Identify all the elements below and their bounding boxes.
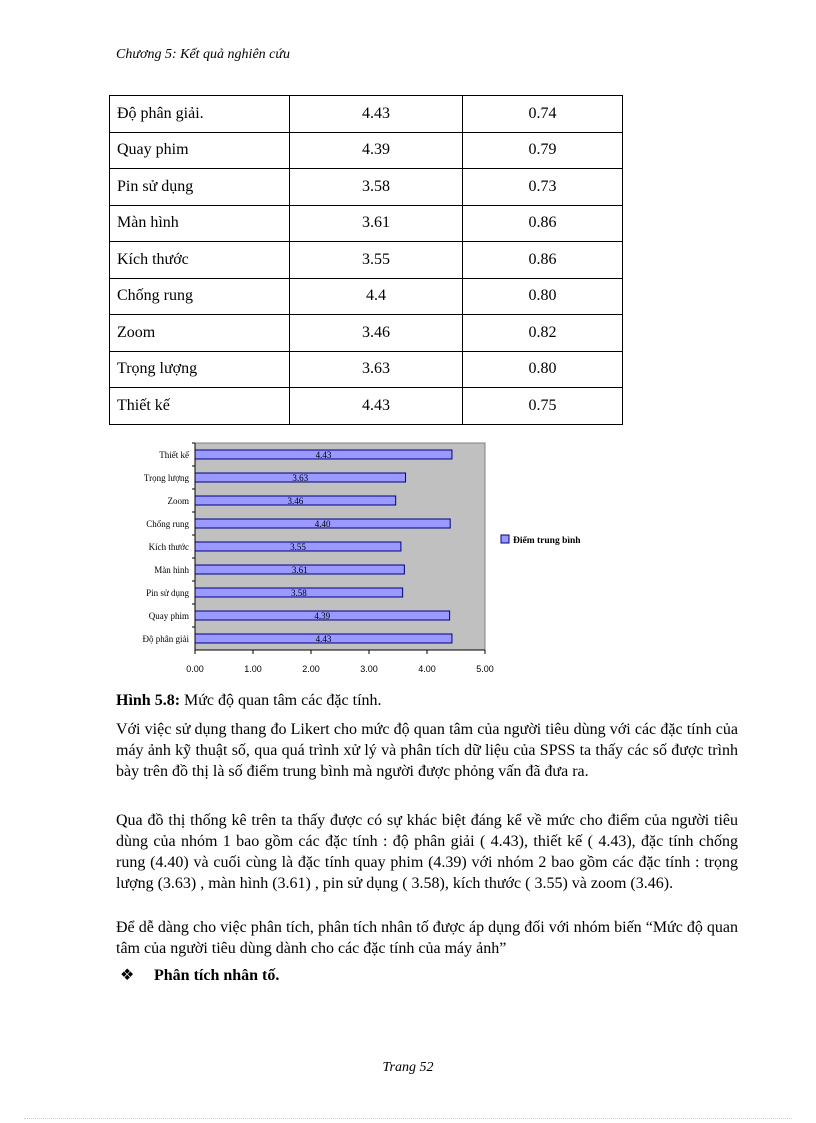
attribute-name-cell: Pin sử dụng (110, 169, 290, 206)
table-row (110, 242, 623, 279)
caption-label: Hình 5.8: (116, 692, 181, 709)
data-label: 3.46 (287, 496, 304, 506)
caption-text: Mức độ quan tâm các đặc tính. (180, 692, 382, 709)
category-label: Trọng lượng (143, 473, 189, 483)
legend-swatch (501, 535, 509, 543)
mean-cell: 3.55 (290, 242, 463, 279)
attribute-name-cell: Độ phân giải. (110, 96, 290, 133)
attribute-name-cell: Zoom (110, 315, 290, 352)
x-tick-label: 0.00 (186, 664, 204, 674)
data-label: 4.43 (315, 450, 332, 460)
sd-cell: 0.75 (463, 388, 623, 425)
table-row (110, 278, 623, 315)
data-label: 4.43 (315, 634, 332, 644)
data-label: 4.40 (314, 519, 331, 529)
mean-cell: 4.43 (290, 96, 463, 133)
data-label: 3.55 (290, 542, 306, 552)
category-label: Zoom (167, 496, 189, 506)
chapter-header: Chương 5: Kết quả nghiên cứu (116, 47, 291, 62)
attribute-name-cell: Chống rung (110, 278, 290, 315)
sd-cell: 0.74 (463, 96, 623, 133)
attribute-bar-chart (110, 440, 630, 680)
mean-cell: 4.4 (290, 278, 463, 315)
attribute-name-cell: Thiết kế (110, 388, 290, 425)
page-divider (24, 1118, 792, 1119)
paragraph-2: Qua đồ thị thống kê trên ta thấy được có sự khác biệt đáng kể về mức cho điểm của người tiêu dùng của nhóm 1 bao gồm các đặc tính : độ phân giải ( 4.43), thiết kế ( 4.43), đặc tính chống rung (4.40) và cuối cùng là đặc tính quay phim (4.39) với nhóm 2 bao gồm các đặc tính : trọng lượng (3.63) , màn hình (3.61) , pin sử dụng ( 3.58), kích thước ( 3.55) và zoom (3.46). (116, 812, 738, 892)
category-label: Quay phim (148, 611, 189, 621)
category-label: Thiết kế (159, 450, 189, 460)
table-row (110, 96, 623, 133)
sd-cell: 0.79 (463, 132, 623, 169)
attribute-name-cell: Màn hình (110, 205, 290, 242)
bullet-text: Phân tích nhân tố. (154, 967, 280, 984)
x-tick-label: 2.00 (302, 664, 320, 674)
paragraph-1: Với việc sử dụng thang đo Likert cho mức độ quan tâm của người tiêu dùng với các đặc tính của máy ảnh kỹ thuật số, qua quá trình xử lý và phân tích dữ liệu của SPSS ta thấy các số được trình bày trên đồ thị là số điểm trung bình mà người được phỏng vấn đã đưa ra. (116, 721, 738, 780)
table-row (110, 205, 623, 242)
category-label: Chống rung (146, 519, 189, 529)
category-label: Màn hình (154, 565, 189, 575)
data-label: 3.61 (291, 565, 308, 575)
table-row (110, 315, 623, 352)
data-label: 3.58 (290, 588, 307, 598)
legend-label: Điểm trung bình (513, 536, 581, 546)
sd-cell: 0.82 (463, 315, 623, 352)
mean-cell: 4.39 (290, 132, 463, 169)
section-bullet (120, 965, 279, 985)
category-label: Pin sử dụng (146, 588, 189, 598)
table-row (110, 169, 623, 206)
x-tick-label: 4.00 (418, 664, 436, 674)
category-label: Độ phân giải (142, 634, 189, 644)
paragraph-3: Để dễ dàng cho việc phân tích, phân tích nhân tố được áp dụng đối với nhóm biến “Mức độ quan tâm của người tiêu dùng dành cho các đặc tính của máy ảnh” (116, 919, 738, 957)
sd-cell: 0.86 (463, 242, 623, 279)
x-tick-label: 1.00 (244, 664, 262, 674)
mean-cell: 3.46 (290, 315, 463, 352)
table-row (110, 351, 623, 388)
attribute-name-cell: Trọng lượng (110, 351, 290, 388)
figure-caption (116, 692, 382, 710)
mean-cell: 4.43 (290, 388, 463, 425)
sd-cell: 0.86 (463, 205, 623, 242)
attribute-name-cell: Quay phim (110, 132, 290, 169)
data-label: 3.63 (292, 473, 309, 483)
sd-cell: 0.80 (463, 278, 623, 315)
diamond-bullet-icon: ❖ (120, 967, 135, 984)
sd-cell: 0.73 (463, 169, 623, 206)
attribute-table (109, 95, 623, 425)
x-tick-label: 5.00 (476, 664, 494, 674)
page-number: Trang 52 (382, 1060, 434, 1075)
table-row (110, 388, 623, 425)
category-label: Kích thước (148, 542, 189, 552)
x-tick-label: 3.00 (360, 664, 378, 674)
mean-cell: 3.63 (290, 351, 463, 388)
mean-cell: 3.58 (290, 169, 463, 206)
data-label: 4.39 (314, 611, 331, 621)
sd-cell: 0.80 (463, 351, 623, 388)
table-row (110, 132, 623, 169)
mean-cell: 3.61 (290, 205, 463, 242)
attribute-name-cell: Kích thước (110, 242, 290, 279)
